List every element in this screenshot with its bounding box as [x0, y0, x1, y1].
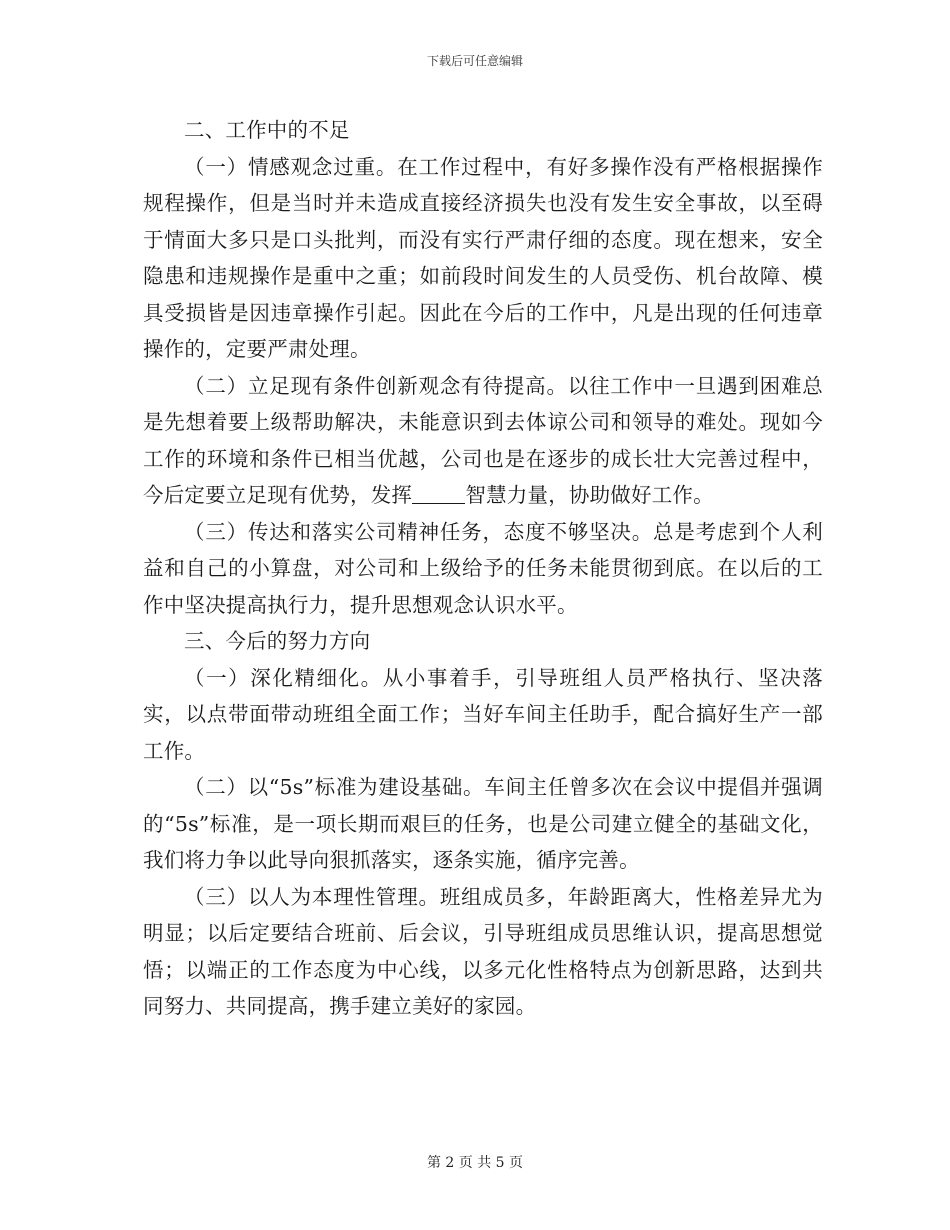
- paragraph-deficiency-2: [143, 368, 823, 514]
- page-header: [0, 53, 950, 69]
- paragraph-deficiency-2-part-1: （二）立足现有条件创新观念有待提高。以往工作中一旦遇到困难总是先想着要上级帮助解决，未能意识到去体谅公司和领导的难处。现如今工作的环境和条件已相当优越，公司也是在逐步的成长壮大完善过程中，今后定要立足现有优势，发挥: [143, 373, 823, 507]
- fill-in-blank: [412, 483, 465, 505]
- document-body: [143, 112, 823, 1025]
- paragraph-direction-1: （一）深化精细化。从小事着手，引导班组人员严格执行、坚决落实，以点带面带动班组全面工作；当好车间主任助手，配合搞好生产一部工作。: [143, 665, 823, 763]
- header-text: 下载后可任意编辑: [426, 54, 523, 68]
- section-title-deficiencies: 二、工作中的不足: [184, 118, 350, 142]
- paragraph-deficiency-2-part-2: 智慧力量，协助做好工作。: [465, 483, 714, 507]
- page-footer: [0, 1154, 950, 1172]
- section-title-future-direction: 三、今后的努力方向: [184, 629, 371, 653]
- paragraph-deficiency-3: （三）传达和落实公司精神任务，态度不够坚决。总是考虑到个人利益和自己的小算盘，对公司和上级给予的任务未能贯彻到底。在以后的工作中坚决提高执行力，提升思想观念认识水平。: [143, 519, 823, 617]
- paragraph-direction-2: （二）以“5s”标准为建设基础。车间主任曾多次在会议中提倡并强调的“5s”标准，是一项长期而艰巨的任务，也是公司建立健全的基础文化，我们将力争以此导向狠抓落实，逐条实施，循序完善。: [143, 775, 823, 872]
- page-number: 第 2 页 共 5 页: [426, 1155, 524, 1171]
- paragraph-deficiency-1: （一）情感观念过重。在工作过程中，有好多操作没有严格根据操作规程操作，但是当时并未造成直接经济损失也没有发生安全事故，以至碍于情面大多只是口头批判，而没有实行严肃仔细的态度。现在想来，安全隐患和违规操作是重中之重；如前段时间发生的人员受伤、机台故障、模具受损皆是因违章操作引起。因此在今后的工作中，凡是出现的任何违章操作的，定要严肃处理。: [143, 154, 823, 361]
- paragraph-direction-3: （三）以人为本理性管理。班组成员多，年龄距离大，性格差异尤为明显；以后定要结合班前、后会议，引导班组成员思维认识，提高思想觉悟；以端正的工作态度为中心线，以多元化性格特点为创新思路，达到共同努力、共同提高，携手建立美好的家园。: [143, 884, 823, 1018]
